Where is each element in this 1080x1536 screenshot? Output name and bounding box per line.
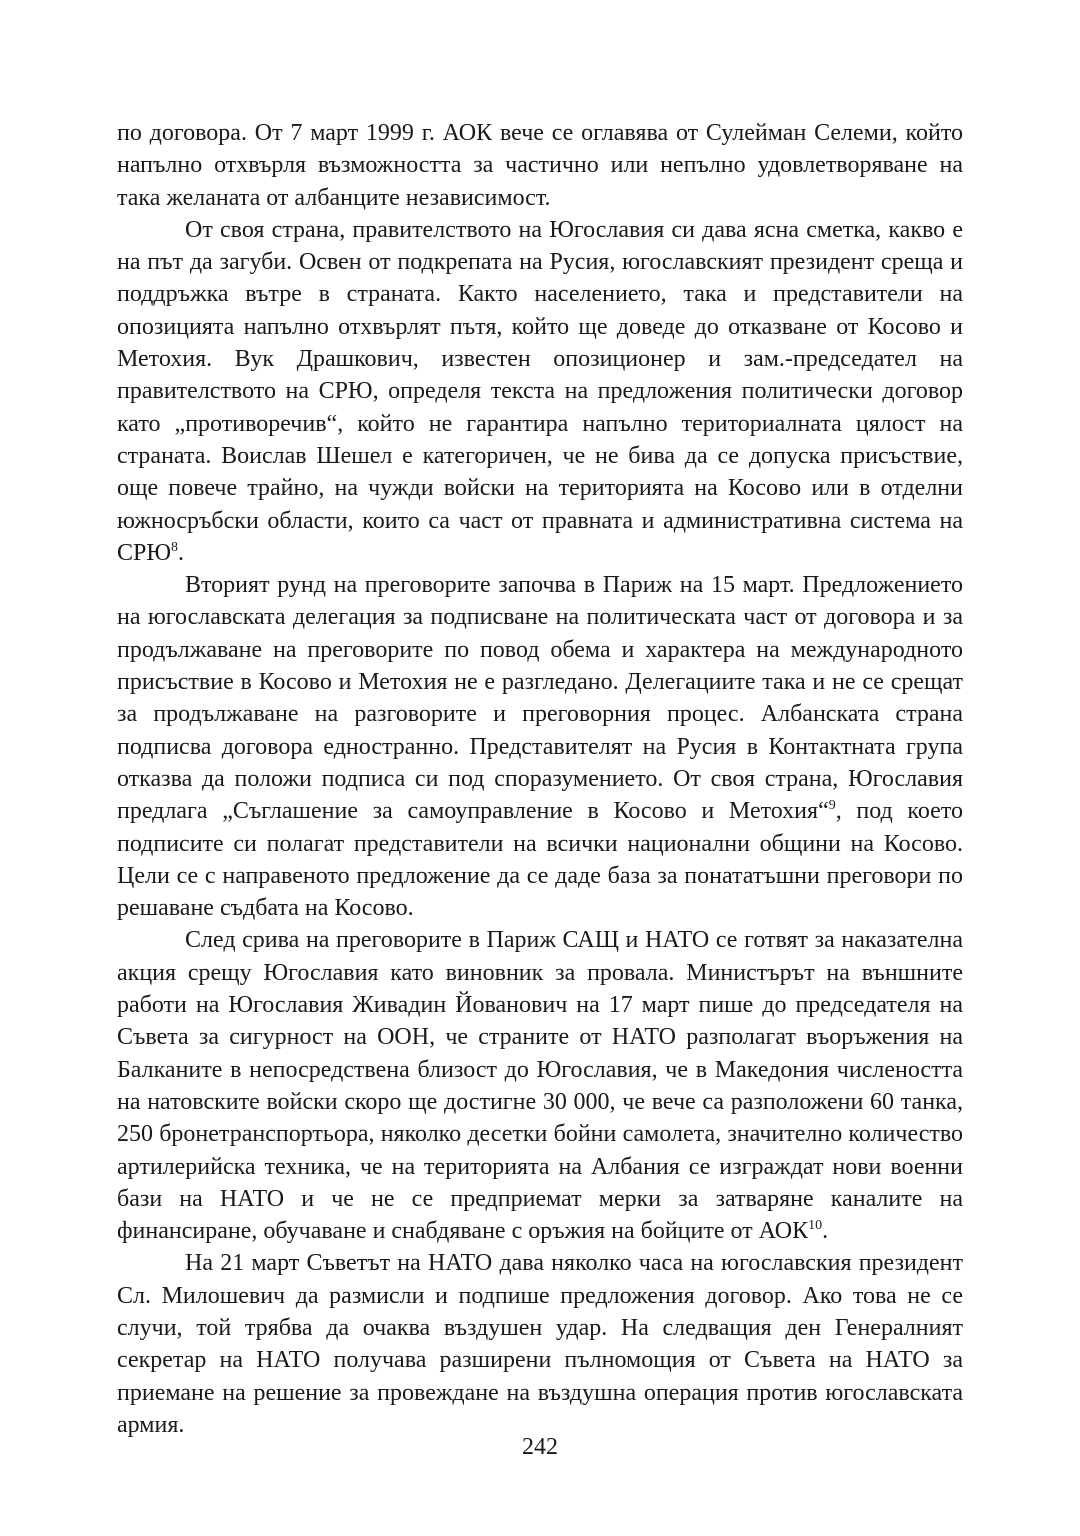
page-number: 242 (522, 1434, 558, 1460)
paragraph-1-text: по договора. От 7 март 1999 г. АОК вече се оглавява от Сулейман Селеми, който напълно отхвърля възможността за частично или непълно удовлетворяване на така желаната от албанците независимост. (117, 120, 963, 211)
paragraph-2-text: От своя страна, правителството на Югославия си дава ясна сметка, какво е на път да загуби. Освен от подкрепата на Русия, югославският президент среща и поддръжка вътре в страната. Както населението, така и представители на опозицията напълно отхвърлят пътя, който ще доведе до отказване от Косово и Метохия. Вук Драшкович, известен опозиционер и зам.-председател на правителството на СРЮ, определя текста на предложения политически договор като „противоречив“, който не гарантира напълно териториалната цялост на страната. Воислав Шешел е категоричен, че не бива да се допуска присъствие, още повече трайно, на чужди войски на територията на Косово или в отделни южносръбски области, които са част от правната и административна система на СРЮ (117, 216, 963, 566)
paragraph-3-tail: , под което подписите си полагат представители на всички национални общини на Косово. Цели се с направеното предложение да се даде база за понататъшни преговори по решаване съдбата на Косово. (117, 798, 963, 922)
footnote-ref-9[interactable]: 9 (828, 798, 836, 814)
paragraph-2-tail: . (178, 539, 185, 566)
paragraph-4-text: След срива на преговорите в Париж САЩ и НАТО се готвят за наказателна акция срещу Югославия като виновник за провала. Министърът на външните работи на Югославия Живадин Йованович на 17 март пише до председателя на Съвета за сигурност на ООН, че страните от НАТО разполагат въоръжения на Балканите в непосредствена близост до Югославия, че в Македония числеността на натовските войски скоро ще достигне 30 000, че вече са разположени 60 танка, 250 бронетранспортьора, няколко десетки бойни самолета, значително количество артилерийска техника, че на територията на Албания се изграждат нови военни бази на НАТО и че не се предприемат мерки за затваряне каналите на финансиране, обучаване и снабдяване с оръжия на бойците от АОК (117, 927, 963, 1245)
paragraph-5 (117, 1247, 963, 1441)
paragraph-4 (117, 924, 963, 1247)
paragraph-2 (117, 214, 963, 569)
paragraph-3-text: Вторият рунд на преговорите започва в Париж на 15 март. Предложението на югославската делегация за подписване на политическата част от договора и за продължаване на преговорите по повод обема и характера на международното присъствие в Косово и Метохия не е разгледано. Делегациите така и не се срещат за продължаване на разговорите и преговорния процес. Албанската страна подписва договора едностранно. Представителят на Русия в Контактната група отказва да положи подписа си под споразумението. От своя страна, Югославия предлага „Съглашение за самоуправление в Косово и Метохия“ (117, 572, 963, 825)
footnote-ref-10[interactable]: 10 (808, 1218, 823, 1234)
paragraph-3 (117, 569, 963, 924)
footnote-ref-8[interactable]: 8 (171, 539, 179, 555)
paragraph-5-text: На 21 март Съветът на НАТО дава няколко часа на югославския президент Сл. Милошевич да размисли и подпише предложения договор. Ако това не се случи, той трябва да очаква въздушен удар. На следващия ден Генералният секретар на НАТО получава разширени пълномощия от Съвета на НАТО за приемане на решение за провеждане на въздушна операция против югославската армия. (117, 1250, 963, 1438)
paragraph-1 (117, 117, 963, 214)
paragraph-4-tail: . (822, 1218, 829, 1245)
document-body (117, 117, 963, 1441)
